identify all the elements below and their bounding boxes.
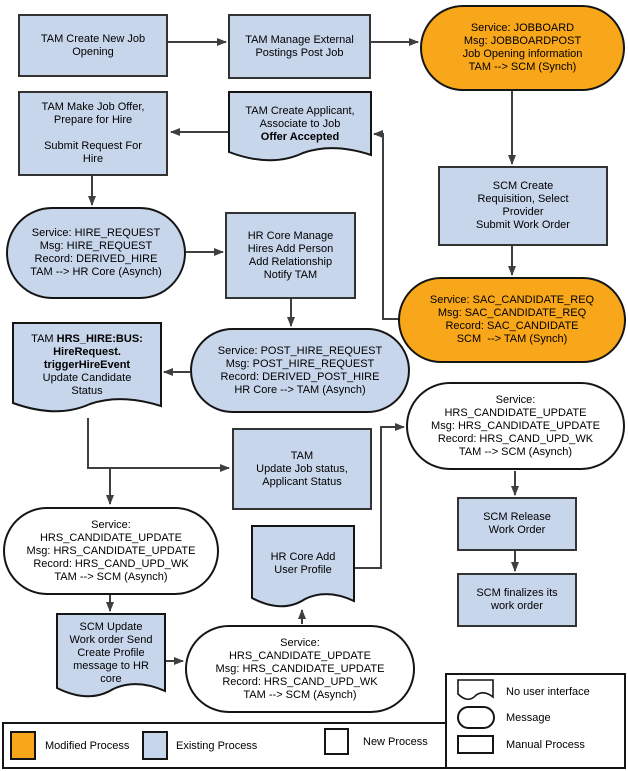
node-text-line: TAM Manage External	[245, 33, 354, 46]
node-msg-hrs-candidate-update-right	[406, 382, 625, 470]
node-text-line: Work Order	[488, 524, 546, 536]
node-text-line	[91, 127, 94, 140]
node-text-line: Update Candidate	[42, 371, 132, 384]
node-text-line: HireRequest.	[53, 345, 121, 358]
node-msg-hrs-candidate-update-bottom	[185, 625, 415, 713]
node-text-line: Service: SAC_CANDIDATE_REQ	[429, 294, 595, 306]
node-text-line: Service: POST_HIRE_REQUEST	[217, 344, 383, 357]
node-text-line: Record: DERIVED_POST_HIRE	[220, 370, 380, 383]
node-text-line: message to HR	[73, 659, 149, 672]
node-text	[27, 519, 196, 584]
node-scm-release-work-order	[457, 497, 577, 551]
node-text-line: TAM Create New Job	[40, 32, 146, 45]
node-text-line: Applicant Status	[262, 475, 342, 488]
modified-process-icon	[10, 731, 36, 760]
manual-process-icon	[457, 735, 494, 754]
node-tam-update-job-status	[232, 428, 372, 510]
node-text-line: TAM --> SCM (Asynch)	[458, 445, 573, 458]
node-text-line: Submit Request For	[44, 140, 142, 152]
no-user-interface-label: No user interface	[506, 686, 590, 698]
node-text	[463, 22, 583, 74]
node-text-line: Msg: JOBBOARDPOST	[463, 35, 582, 47]
node-text	[31, 333, 143, 410]
node-text	[271, 551, 336, 589]
node-text-line: TAM Make Job Offer,	[41, 101, 145, 113]
node-tam-manage-external-postings	[228, 14, 371, 79]
node-text	[41, 33, 145, 59]
node-text-line: Status	[71, 384, 103, 397]
node-text-line: SCM Release	[483, 511, 551, 523]
node-text	[216, 637, 385, 702]
flow-arrow-trigger-hire-to-update-job	[88, 418, 229, 468]
node-text-line: SCM Create	[492, 180, 554, 192]
node-text	[245, 34, 354, 60]
node-tam-trigger-hire-event	[12, 322, 162, 420]
flow-arrow-sac-to-create-applicant	[374, 134, 400, 319]
node-tam-create-applicant	[228, 91, 372, 169]
node-text	[218, 345, 382, 397]
node-text-line: HR Core --> TAM (Asynch)	[234, 383, 366, 396]
node-text-line: Create Profile	[77, 646, 145, 659]
node-text	[42, 101, 145, 166]
node-text	[476, 180, 570, 232]
node-text	[70, 621, 153, 698]
node-text-line: Associate to Job	[259, 117, 341, 130]
node-text-line: Offer Accepted	[260, 130, 340, 143]
node-text-line: HRS_CANDIDATE_UPDATE	[39, 531, 182, 544]
node-text-line: Notify TAM	[263, 268, 318, 281]
node-scm-finalizes-work-order	[457, 573, 577, 627]
no-user-interface-icon	[457, 679, 494, 705]
node-text-line: Service:	[280, 636, 320, 649]
node-text-line: TAM HRS_HIRE:BUS:	[31, 332, 143, 345]
node-text-line: Add Relationship	[248, 255, 333, 268]
node-text-line: TAM --> HR Core (Asynch)	[30, 266, 162, 278]
node-text-line: Hire	[82, 153, 104, 165]
node-text-line: Prepare for Hire	[53, 114, 133, 126]
node-msg-jobboard	[420, 5, 625, 91]
node-text-line: Service:	[495, 393, 536, 406]
node-text-line: Record: HRS_CAND_UPD_WK	[33, 557, 189, 570]
node-text-line: Update Job status,	[256, 462, 348, 475]
node-text	[30, 227, 162, 279]
node-text-line: Msg: SAC_CANDIDATE_REQ	[437, 307, 587, 319]
node-text-line: Hires Add Person	[247, 242, 334, 255]
node-text-line: TAM Create Applicant,	[245, 104, 355, 117]
node-text-line: Record: HRS_CAND_UPD_WK	[437, 432, 594, 445]
node-text-line: Postings Post Job	[255, 46, 344, 59]
node-text-line: work order	[491, 600, 543, 612]
node-text-line: HRS_CANDIDATE_UPDATE	[444, 406, 587, 419]
node-text-line: TAM	[290, 449, 314, 462]
node-text-line: Msg: HIRE_REQUEST	[39, 240, 153, 252]
node-hr-core-add-user-profile	[251, 525, 355, 615]
message-label: Message	[506, 711, 551, 724]
node-text-line: Work order Send	[69, 633, 153, 646]
node-text-line: Opening	[72, 45, 114, 58]
node-text-line: TAM --> SCM (Synch)	[468, 61, 577, 73]
node-text-line: Record: DERIVED_HIRE	[34, 253, 158, 265]
node-text	[430, 294, 594, 346]
node-text-line: SCM finalizes its	[476, 587, 558, 599]
node-text	[248, 230, 334, 282]
node-scm-update-work-order	[56, 613, 166, 705]
node-text-line: Job Opening information	[462, 48, 583, 60]
node-text-line: Service: JOBBOARD	[470, 22, 575, 34]
node-text-line: HRS_CANDIDATE_UPDATE	[228, 649, 371, 662]
node-text-line: Msg: HRS_CANDIDATE_UPDATE	[215, 662, 385, 675]
message-icon	[457, 706, 495, 729]
node-tam-make-job-offer	[18, 91, 168, 176]
node-text-line: Service:	[91, 518, 131, 531]
node-text-line: triggerHireEvent	[43, 358, 131, 371]
node-text-line: Msg: HRS_CANDIDATE_UPDATE	[431, 419, 600, 432]
node-hr-core-manage-hires	[225, 212, 356, 299]
node-text-line: core	[100, 672, 122, 685]
node-text-line: HR Core Manage	[247, 229, 334, 242]
node-tam-create-new-job-opening	[18, 14, 168, 77]
node-text-line: Msg: HRS_CANDIDATE_UPDATE	[26, 544, 196, 557]
node-text-line: HR Core Add	[270, 551, 336, 563]
node-text-line: TAM --> SCM (Asynch)	[243, 688, 357, 701]
node-msg-hire-request	[6, 207, 186, 299]
node-text-line: Record: HRS_CAND_UPD_WK	[222, 675, 378, 688]
node-scm-create-requisition	[438, 166, 608, 246]
manual-process-label: Manual Process	[506, 738, 585, 751]
node-text-line: Submit Work Order	[476, 219, 570, 231]
node-text-line: Msg: POST_HIRE_REQUEST	[225, 357, 375, 370]
node-text-line: TAM --> SCM (Asynch)	[54, 570, 168, 583]
existing-process-icon	[142, 731, 168, 760]
node-text	[256, 450, 348, 489]
node-text	[483, 511, 551, 537]
modified-process-label: Modified Process	[45, 739, 130, 752]
node-text-line: SCM --> TAM (Synch)	[456, 333, 568, 345]
node-msg-post-hire-request	[190, 328, 410, 413]
node-text	[245, 105, 354, 156]
node-text-line: Provider	[502, 206, 544, 218]
new-process-label: New Process	[363, 735, 428, 748]
node-text-line: Requisition, Select	[477, 193, 569, 205]
new-process-icon	[324, 728, 349, 755]
node-text-line: User Profile	[274, 564, 332, 576]
node-text	[431, 394, 600, 459]
node-text	[476, 587, 557, 613]
node-text-line: SCM Update	[79, 620, 143, 633]
node-text-line: Record: SAC_CANDIDATE	[445, 320, 579, 332]
node-msg-sac-candidate-req	[398, 277, 626, 363]
node-msg-hrs-candidate-update-left	[3, 507, 219, 595]
existing-process-label: Existing Process	[176, 739, 258, 752]
node-text-line: Service: HIRE_REQUEST	[31, 227, 161, 239]
